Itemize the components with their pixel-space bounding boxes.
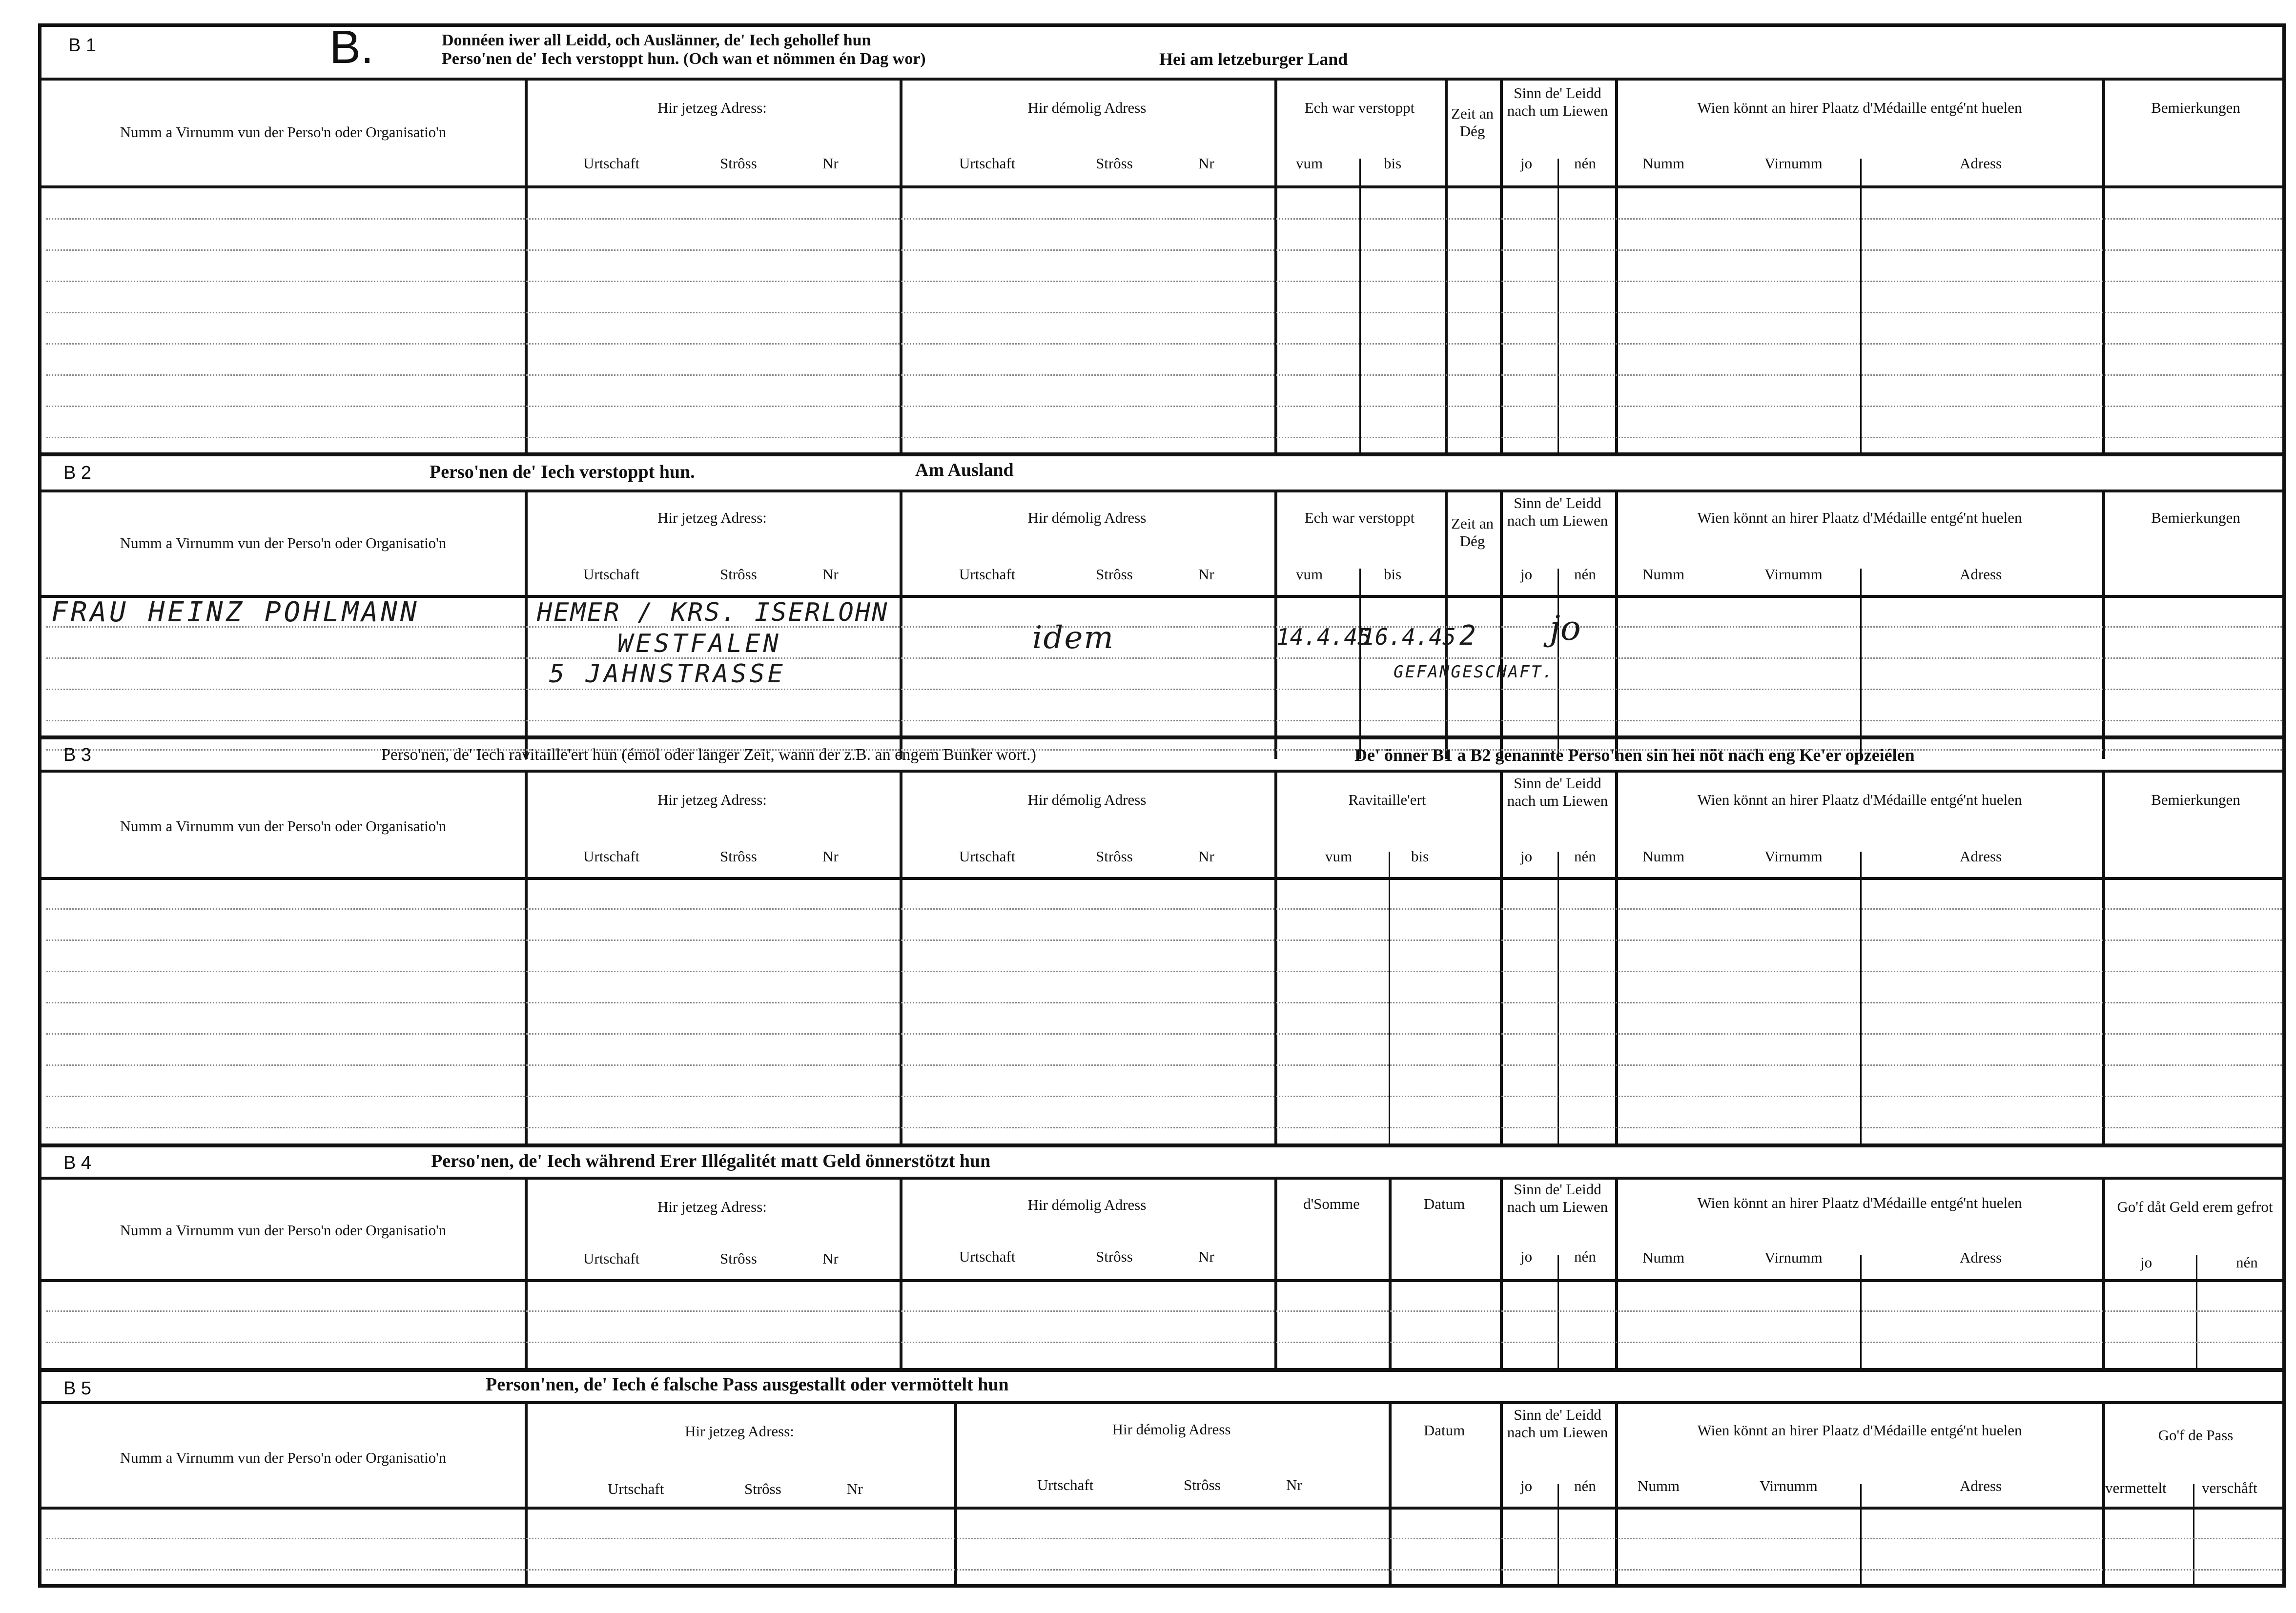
col-sub-sep — [1558, 852, 1559, 1143]
col-sub-sep — [1558, 1484, 1559, 1588]
col-current-address-header: Hir jetzeg Adress: — [657, 1198, 767, 1215]
col-medal-header: Wien könnt an hirer Plaatz d'Médaille entgé'nt huelen — [1697, 791, 2022, 808]
col-sep — [2102, 78, 2105, 452]
col-remarks-header: Bemierkungen — [2151, 791, 2240, 808]
sub-stross: Strôss — [1096, 566, 1133, 583]
sub-virnumm: Virnumm — [1764, 155, 1823, 172]
sub-urtschaft: Urtschaft — [583, 566, 640, 583]
sub-nen: nén — [1574, 848, 1596, 865]
section-b1-title-line2: Perso'nen de' Iech verstoppt hun. (Och wan et nömmen én Dag wor) — [442, 50, 926, 68]
section-b3 — [41, 739, 2282, 1143]
sub-urtschaft: Urtschaft — [583, 1250, 640, 1267]
section-b4-title: Perso'nen, de' Iech während Erer Illégalitét matt Geld önnerstötzt hun — [431, 1151, 991, 1171]
sub-virnumm: Virnumm — [1760, 1477, 1818, 1494]
sub-nr: Nr — [1198, 155, 1214, 172]
col-medal-header: Wien könnt an hirer Plaatz d'Médaille entgé'nt huelen — [1697, 99, 2022, 116]
sub-stross: Strôss — [1096, 848, 1133, 865]
col-sep — [1500, 1177, 1503, 1368]
col-sep — [525, 78, 528, 452]
col-sep — [1274, 770, 1277, 1143]
entry-row[interactable] — [46, 1096, 2282, 1097]
section-b1-title-line1: Donnéen iwer all Leidd, och Auslänner, de' Iech gehollef hun — [442, 31, 871, 49]
sub-jo: jo — [2140, 1254, 2152, 1271]
entry-current-line1: HEMER / KRS. ISERLOHN — [537, 598, 889, 627]
sub-virnumm: Virnumm — [1764, 848, 1823, 865]
sub-nen: nén — [2236, 1254, 2258, 1271]
col-sep — [900, 78, 902, 452]
col-current-address-header: Hir jetzeg Adress: — [685, 1423, 794, 1440]
col-medal-header: Wien könnt an hirer Plaatz d'Médaille entgé'nt huelen — [1697, 509, 2022, 526]
col-sub-sep — [1359, 569, 1361, 759]
col-sep — [1615, 1401, 1618, 1588]
col-sub-sep — [1860, 1484, 1862, 1588]
col-name-header: Numm a Virnumm vun der Perso'n oder Organisatio'n — [120, 534, 447, 551]
entry-row[interactable] — [46, 1538, 2282, 1539]
col-former-address-header: Hir démolig Adress — [1027, 509, 1147, 526]
section-b1-head-bottom — [41, 185, 2282, 188]
sub-nr: Nr — [1198, 566, 1214, 583]
col-returned-header: Go'f dåt Geld erem gefrot — [2117, 1198, 2273, 1215]
col-sep — [900, 770, 902, 1143]
col-former-address-header: Hir démolig Adress — [1027, 791, 1147, 808]
sub-adress: Adress — [1960, 155, 2002, 172]
sub-nr: Nr — [1286, 1476, 1302, 1493]
col-sep — [900, 490, 902, 759]
entry-row[interactable] — [46, 720, 2282, 721]
section-divider — [41, 452, 2282, 456]
sub-nen: nén — [1574, 566, 1596, 583]
entry-current-line2: WESTFALEN — [617, 629, 781, 658]
col-datum-header: Datum — [1423, 1195, 1465, 1212]
col-current-address-header: Hir jetzeg Adress: — [657, 509, 767, 526]
col-hidden-header: Ech war verstoppt — [1304, 99, 1415, 116]
entry-row[interactable] — [46, 1569, 2282, 1571]
col-sep — [1615, 770, 1618, 1143]
col-name-header: Numm a Virnumm vun der Perso'n oder Organisatio'n — [120, 1222, 447, 1239]
sub-nr: Nr — [822, 848, 839, 865]
entry-row[interactable] — [46, 249, 2282, 251]
section-b3-head-top — [41, 770, 2282, 773]
entry-row[interactable] — [46, 1310, 2282, 1312]
sub-stross: Strôss — [744, 1480, 781, 1497]
col-former-address-header: Hir démolig Adress — [1112, 1421, 1231, 1438]
section-b4-tag: B 4 — [63, 1153, 92, 1173]
section-divider — [41, 735, 2282, 739]
col-zeit-header: Zeit an Dég — [1451, 515, 1494, 550]
sub-stross: Strôss — [720, 155, 757, 172]
col-current-address-header: Hir jetzeg Adress: — [657, 791, 767, 808]
entry-alive: jo — [1550, 608, 1581, 648]
entry-row[interactable] — [46, 971, 2282, 972]
sub-nr: Nr — [822, 566, 839, 583]
col-medal-header: Wien könnt an hirer Plaatz d'Médaille entgé'nt huelen — [1697, 1422, 2022, 1439]
entry-row[interactable] — [46, 939, 2282, 941]
col-remarks-header: Bemierkungen — [2151, 99, 2240, 116]
sub-bis: bis — [1384, 155, 1402, 172]
col-sep — [1500, 1401, 1503, 1588]
section-b2-head-top — [41, 490, 2282, 492]
section-b5 — [41, 1372, 2282, 1588]
col-sep — [2102, 1177, 2105, 1368]
sub-jo: jo — [1520, 155, 1533, 172]
section-b4-head-bottom — [41, 1279, 2282, 1282]
entry-days: 2 — [1459, 620, 1479, 652]
entry-row[interactable] — [46, 1033, 2282, 1035]
section-b3-head-bottom — [41, 877, 2282, 880]
sub-jo: jo — [1520, 848, 1533, 865]
sub-vum: vum — [1296, 155, 1323, 172]
entry-row[interactable] — [46, 1002, 2282, 1003]
entry-row[interactable] — [46, 312, 2282, 313]
sub-stross: Strôss — [720, 1250, 757, 1267]
sub-jo: jo — [1520, 1248, 1533, 1265]
entry-row[interactable] — [46, 374, 2282, 376]
entry-row[interactable] — [46, 218, 2282, 220]
sub-numm: Numm — [1642, 848, 1685, 865]
sub-urtschaft: Urtschaft — [959, 848, 1016, 865]
col-datum-header: Datum — [1423, 1422, 1465, 1439]
col-sep — [1274, 78, 1277, 452]
col-sep — [1500, 770, 1503, 1143]
col-pass-header: Go'f de Pass — [2158, 1427, 2234, 1444]
entry-note: GEFANGESCHAFT. — [1394, 662, 1554, 682]
sub-vum: vum — [1296, 566, 1323, 583]
section-b4 — [41, 1147, 2282, 1368]
col-sub-sep — [1389, 852, 1390, 1143]
sub-verschaft: verschåft — [2202, 1479, 2257, 1496]
sub-vermettelt: vermettelt — [2105, 1479, 2167, 1496]
entry-from: 14.4.45 — [1276, 624, 1371, 650]
section-b3-title: Perso'nen, de' Iech ravitaille'ert hun (émol oder länger Zeit, wann der z.B. an engem Bunker wort.) — [381, 746, 1037, 764]
section-b2-tag: B 2 — [63, 463, 92, 483]
section-b1-tag: B 1 — [68, 35, 97, 56]
col-sep — [1500, 490, 1503, 759]
col-sub-sep — [1558, 569, 1559, 759]
resistance-questionnaire-form — [38, 23, 2286, 1588]
section-b5-head-top — [41, 1401, 2282, 1404]
entry-to: 16.4.45 — [1361, 624, 1456, 650]
col-sub-sep — [2193, 1484, 2194, 1588]
sub-bis: bis — [1384, 566, 1402, 583]
col-medal-header: Wien könnt an hirer Plaatz d'Médaille entgé'nt huelen — [1697, 1194, 2022, 1211]
sub-virnumm: Virnumm — [1764, 566, 1823, 583]
entry-row[interactable] — [46, 281, 2282, 282]
sub-adress: Adress — [1960, 848, 2002, 865]
sub-jo: jo — [1520, 566, 1533, 583]
sub-urtschaft: Urtschaft — [1037, 1476, 1094, 1493]
col-sinn-header: Sinn de' Leidd nach um Liewen — [1507, 775, 1608, 809]
col-name-header: Numm a Virnumm vun der Perso'n oder Organisatio'n — [120, 1449, 447, 1466]
col-former-address-header: Hir démolig Adress — [1027, 99, 1147, 116]
entry-former: idem — [1032, 620, 1114, 656]
col-sep — [525, 490, 528, 759]
sub-numm: Numm — [1642, 155, 1685, 172]
col-sub-sep — [1860, 569, 1862, 759]
col-sinn-header: Sinn de' Leidd nach um Liewen — [1507, 1406, 1608, 1441]
sub-stross: Strôss — [1096, 1248, 1133, 1265]
sub-stross: Strôss — [720, 848, 757, 865]
section-b1-big-letter: B. — [329, 21, 374, 73]
col-sep — [525, 770, 528, 1143]
col-sinn-header: Sinn de' Leidd nach um Liewen — [1507, 1181, 1608, 1215]
col-sub-sep — [1359, 159, 1361, 452]
section-divider — [41, 1143, 2282, 1147]
section-b5-title: Person'nen, de' Iech é falsche Pass ausgestallt oder vermöttelt hun — [486, 1374, 1009, 1395]
entry-current-line3: 5 JAHNSTRASSE — [549, 659, 786, 689]
entry-row[interactable] — [46, 1127, 2282, 1128]
sub-urtschaft: Urtschaft — [959, 566, 1016, 583]
col-remarks-header: Bemierkungen — [2151, 509, 2240, 526]
sub-nr: Nr — [822, 1250, 839, 1267]
entry-row[interactable] — [46, 657, 2282, 659]
col-sub-sep — [1860, 852, 1862, 1143]
col-sub-sep — [1860, 159, 1862, 452]
section-b2-title-place: Am Ausland — [915, 460, 1014, 480]
col-name-header: Numm a Virnumm vun der Perso'n oder Organisatio'n — [120, 123, 447, 141]
col-zeit-header: Zeit an Dég — [1451, 105, 1494, 140]
section-b5-tag: B 5 — [63, 1378, 92, 1399]
col-ravit-header: Ravitaille'ert — [1348, 791, 1426, 808]
section-b1-head-top — [41, 78, 2282, 81]
sub-adress: Adress — [1960, 566, 2002, 583]
sub-numm: Numm — [1642, 566, 1685, 583]
sub-nen: nén — [1574, 1248, 1596, 1265]
section-b4-head-top — [41, 1177, 2282, 1180]
sub-nen: nén — [1574, 1477, 1596, 1494]
col-sep — [2102, 490, 2105, 759]
entry-name: FRAU HEINZ POHLMANN — [51, 596, 420, 628]
col-name-header: Numm a Virnumm vun der Perso'n oder Organisatio'n — [120, 817, 447, 835]
sub-stross: Strôss — [720, 566, 757, 583]
col-somme-header: d'Somme — [1303, 1195, 1360, 1212]
section-b3-title-note: De' önner B1 a B2 genannte Perso'nen sin hei nöt nach eng Ke'er opzeiélen — [1354, 745, 1915, 765]
section-b2-title: Perso'nen de' Iech verstoppt hun. — [430, 462, 695, 482]
sub-numm: Numm — [1642, 1249, 1685, 1266]
sub-nr: Nr — [1198, 848, 1214, 865]
section-b1 — [41, 21, 2282, 452]
col-sinn-header: Sinn de' Leidd nach um Liewen — [1507, 84, 1608, 119]
entry-row[interactable] — [46, 689, 2282, 690]
sub-nr: Nr — [822, 155, 839, 172]
sub-jo: jo — [1520, 1477, 1533, 1494]
sub-stross: Strôss — [1096, 155, 1133, 172]
col-sep — [1615, 1177, 1618, 1368]
entry-row[interactable] — [46, 1342, 2282, 1343]
sub-nen: nén — [1574, 155, 1596, 172]
section-b2 — [41, 456, 2282, 759]
col-sep — [2102, 770, 2105, 1143]
section-b3-tag: B 3 — [63, 745, 92, 765]
sub-vum: vum — [1325, 848, 1353, 865]
entry-row[interactable] — [46, 1064, 2282, 1066]
sub-numm: Numm — [1638, 1477, 1680, 1494]
sub-adress: Adress — [1960, 1249, 2002, 1266]
sub-adress: Adress — [1960, 1477, 2002, 1494]
section-divider — [41, 1368, 2282, 1372]
section-b1-title-place: Hei am letzeburger Land — [1159, 49, 1348, 69]
col-former-address-header: Hir démolig Adress — [1027, 1196, 1147, 1213]
sub-urtschaft: Urtschaft — [608, 1480, 664, 1497]
sub-urtschaft: Urtschaft — [959, 155, 1016, 172]
col-sep — [1615, 78, 1618, 452]
sub-nr: Nr — [847, 1480, 863, 1497]
entry-row[interactable] — [46, 908, 2282, 910]
col-current-address-header: Hir jetzeg Adress: — [657, 99, 767, 116]
section-b5-head-bottom — [41, 1507, 2282, 1510]
sub-virnumm: Virnumm — [1764, 1249, 1823, 1266]
sub-urtschaft: Urtschaft — [583, 848, 640, 865]
sub-stross: Strôss — [1184, 1476, 1221, 1493]
col-sub-sep — [1558, 159, 1559, 452]
col-sep — [1615, 490, 1618, 759]
sub-bis: bis — [1411, 848, 1429, 865]
entry-row[interactable] — [46, 437, 2282, 438]
entry-row[interactable] — [46, 406, 2282, 407]
sub-urtschaft: Urtschaft — [583, 155, 640, 172]
col-sep — [1500, 78, 1503, 452]
sub-nr: Nr — [1198, 1248, 1214, 1265]
sub-urtschaft: Urtschaft — [959, 1248, 1016, 1265]
col-hidden-header: Ech war verstoppt — [1304, 509, 1415, 526]
col-sinn-header: Sinn de' Leidd nach um Liewen — [1507, 494, 1608, 529]
entry-row[interactable] — [46, 343, 2282, 345]
